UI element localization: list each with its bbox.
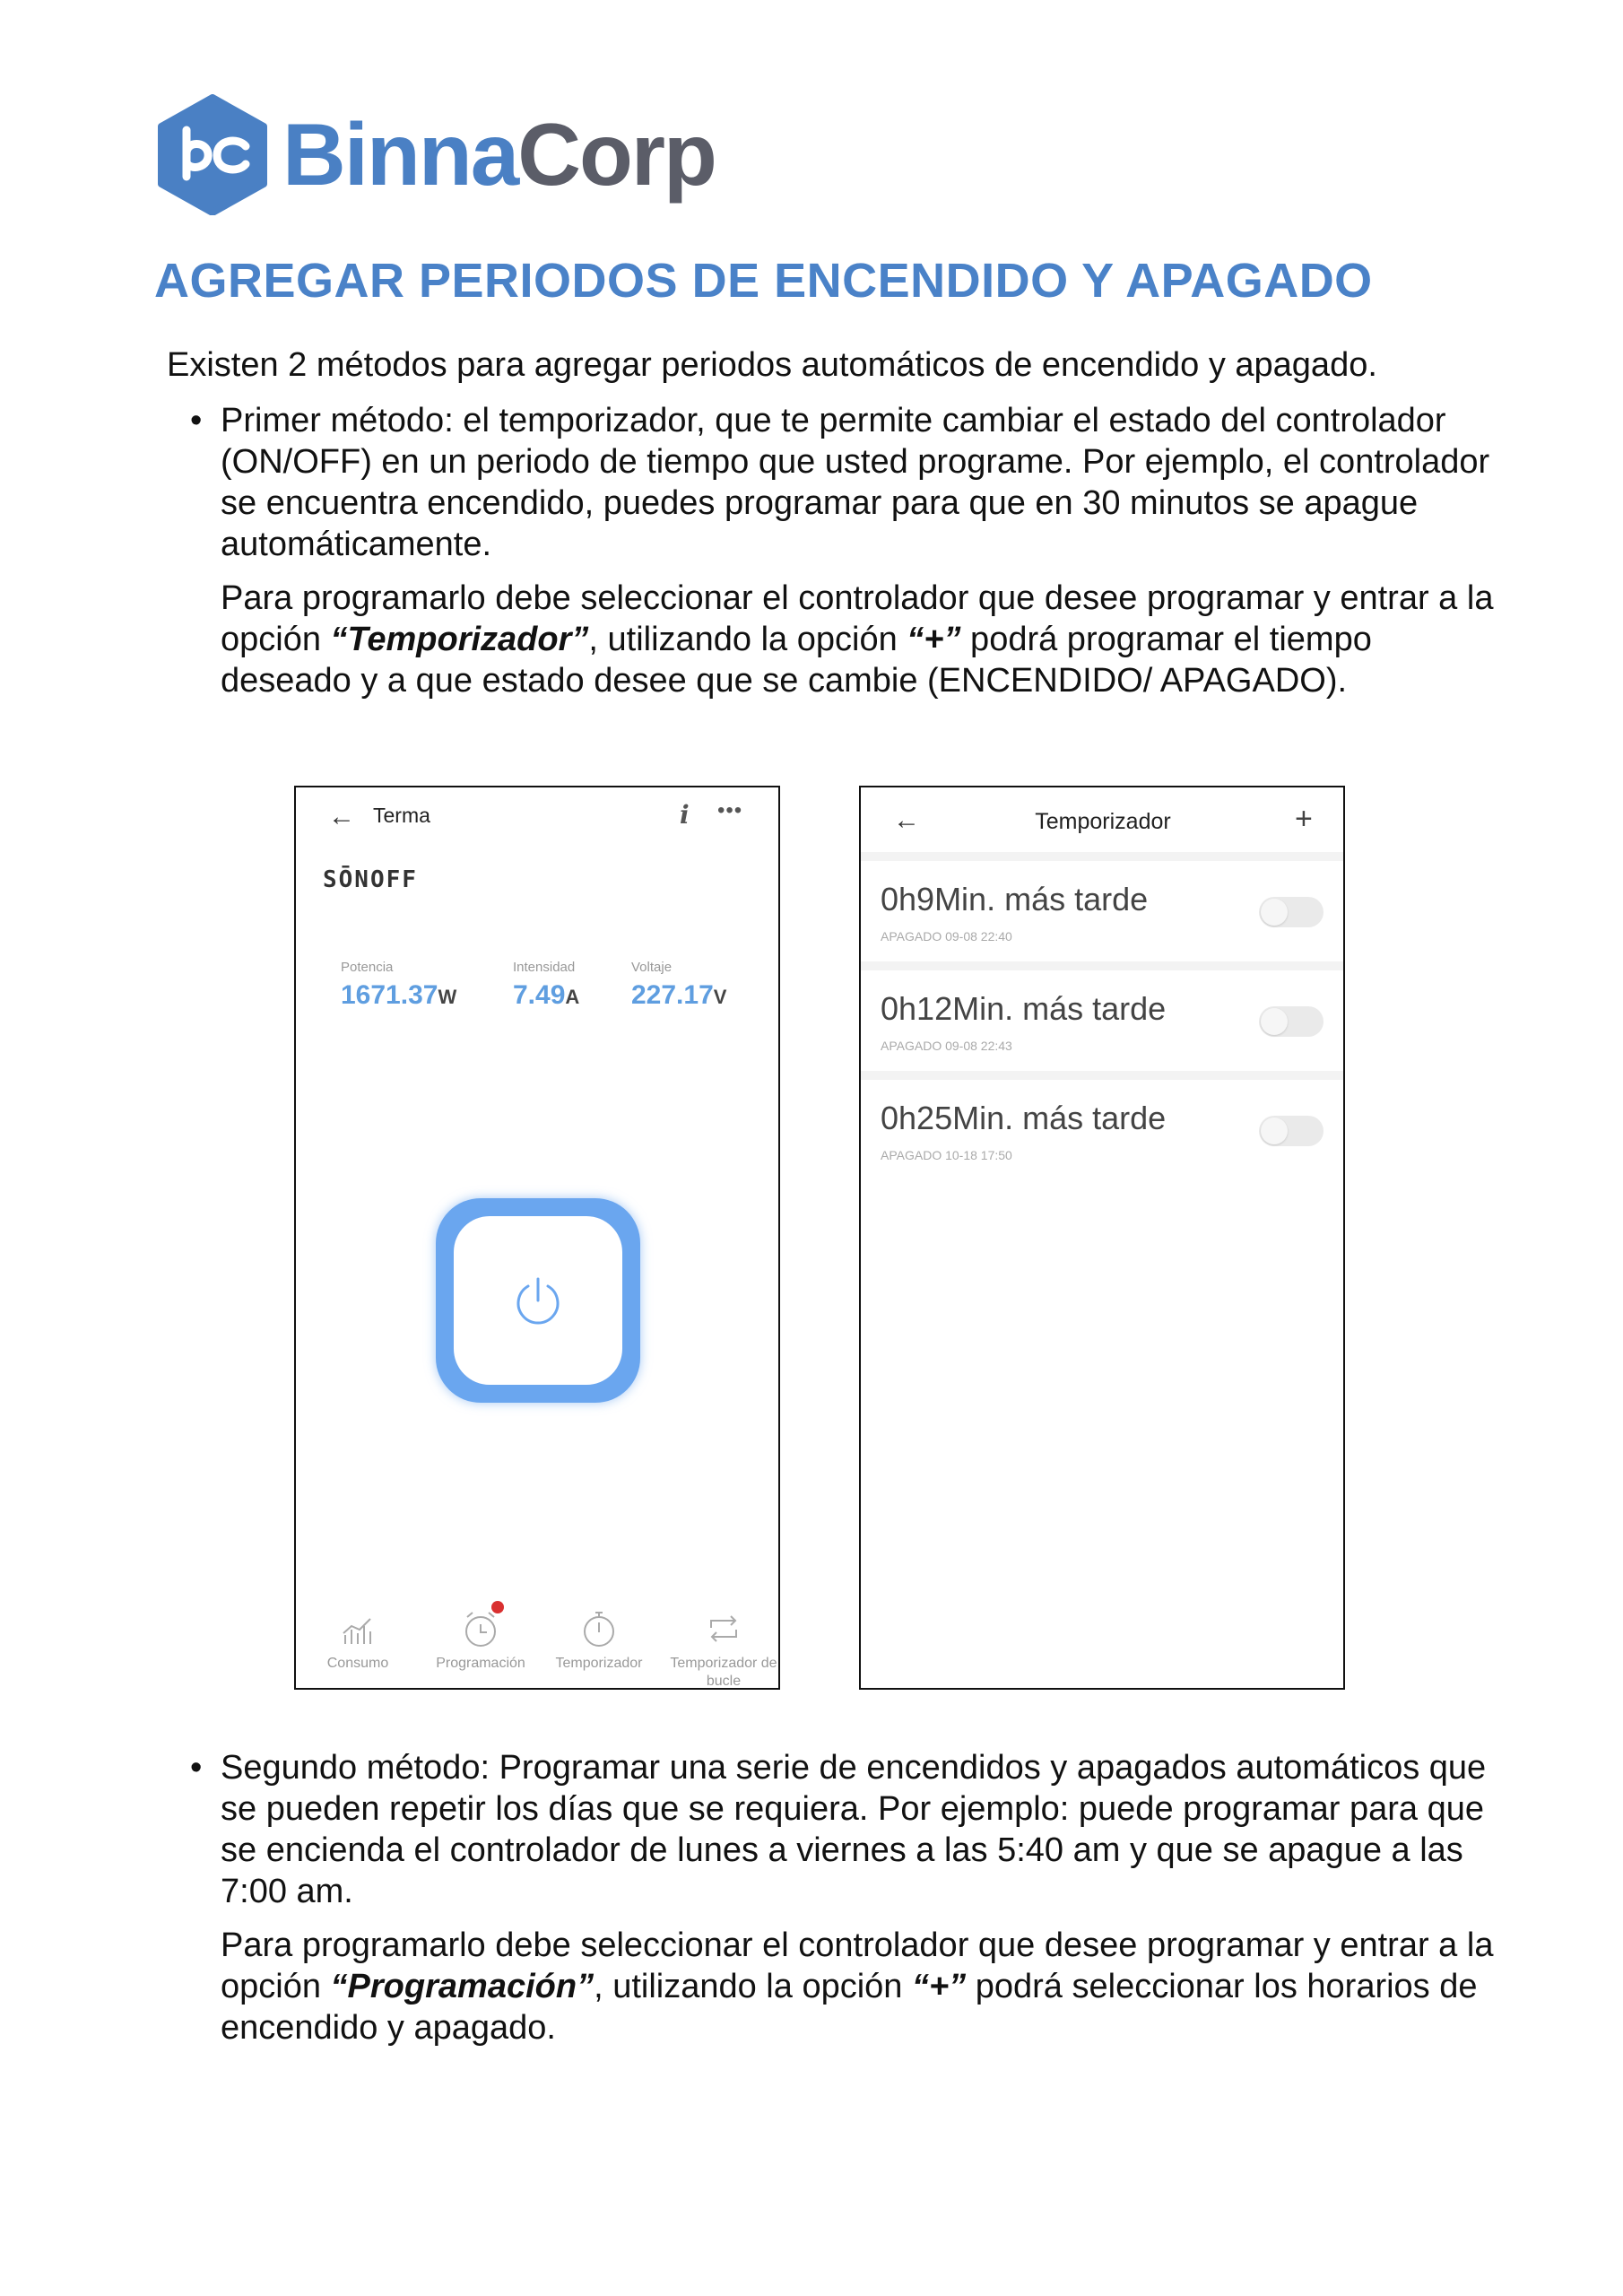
metric-value [341, 980, 456, 1011]
chart-icon [336, 1608, 379, 1649]
power-icon [511, 1274, 565, 1327]
method1-instructions [221, 578, 1494, 701]
metric-unit: W [438, 986, 457, 1008]
bullet-method-1: • [190, 402, 203, 439]
timer-subtitle: APAGADO 10-18 17:50 [881, 1148, 1012, 1162]
bullet-method-2: • [190, 1749, 203, 1787]
tab-label: Programación [436, 1656, 525, 1671]
instr-part: Para programarlo debe seleccionar el controlador que desee programar y entrar a la opción [221, 1926, 1494, 2005]
timer-title: 0h12Min. más tarde [881, 990, 1167, 1027]
timer-row[interactable] [861, 961, 1345, 1062]
brand-name-part2: Corp [517, 105, 716, 204]
instr-part: podrá seleccionar los horarios de encendido y apagado. [221, 1968, 1478, 2047]
stopwatch-icon [577, 1608, 621, 1649]
device-screen-screenshot [294, 786, 780, 1690]
tab-label: Temporizador de bucle [670, 1656, 777, 1689]
metric-unit: V [713, 986, 727, 1008]
metric-potencia [341, 960, 456, 1011]
method2-text: Segundo método: Programar una serie de encendidos y apagados automáticos que se pueden repetir los días que se requiera. Por ejemplo: puede programar para que se encienda el controlador de lunes a viernes a las 5:40 am y que se apague a las 7:00 am. [221, 1749, 1487, 1910]
metric-intensidad [513, 960, 579, 1011]
sonoff-logo: SŌNOFF [323, 866, 418, 893]
instr-part: podrá programar el tiempo deseado y a que estado desee que se cambie (ENCENDIDO/ APAGADO). [221, 621, 1372, 700]
timer-title: 0h9Min. más tarde [881, 881, 1149, 918]
page-title: AGREGAR PERIODOS DE ENCENDIDO Y APAGADO [154, 254, 1373, 308]
instr-part: Para programarlo debe seleccionar el controlador que desee programar y entrar a la opción [221, 579, 1494, 658]
metric-number: 227.17 [631, 980, 714, 1010]
binnacorp-logo-icon [152, 94, 273, 215]
timer-toggle[interactable] [1259, 1116, 1324, 1146]
timer-toggle[interactable] [1259, 897, 1324, 927]
tab-label: Temporizador [555, 1656, 643, 1671]
back-arrow-icon[interactable]: ← [893, 805, 920, 835]
back-arrow-icon[interactable]: ← [328, 802, 355, 831]
device-title: Terma [373, 804, 430, 827]
timer-row[interactable] [861, 852, 1345, 952]
plus-option-label: “+” [911, 1968, 967, 2005]
method1-text: Primer método: el temporizador, que te permite cambiar el estado del controlador (ON/OFF) en un periodo de tiempo que usted programe. Por ejemplo, el controlador se encuentra encendido, puedes programar para que en 30 minutos se apague automáticamente. [221, 402, 1490, 563]
brand-name-part1: Binna [282, 105, 518, 204]
timer-toggle[interactable] [1259, 1006, 1324, 1037]
add-timer-button[interactable]: + [1295, 802, 1313, 836]
info-icon[interactable]: i [680, 800, 690, 830]
tab-temporizador[interactable] [540, 1608, 658, 1673]
metric-label: Voltaje [631, 960, 673, 975]
timer-subtitle: APAGADO 09-08 22:40 [881, 929, 1012, 944]
timer-row[interactable] [861, 1071, 1345, 1171]
instr-part: , utilizando la opción [588, 621, 907, 658]
temporizador-option-label: “Temporizador” [330, 621, 589, 658]
metric-label: Intensidad [513, 960, 576, 975]
power-button[interactable] [436, 1198, 640, 1403]
tab-temporizador-bucle[interactable] [658, 1608, 780, 1690]
metric-number: 1671.37 [341, 980, 438, 1010]
brand-name [282, 105, 716, 204]
metric-number: 7.49 [513, 980, 566, 1010]
more-options-icon[interactable]: ••• [717, 798, 743, 822]
metric-value [631, 980, 726, 1011]
timer-screen-title: Temporizador [1035, 809, 1171, 834]
metric-voltaje [631, 960, 726, 1011]
timer-screen-screenshot [859, 786, 1345, 1690]
metric-value [513, 980, 579, 1011]
plus-option-label: “+” [907, 621, 961, 658]
brand-logo [152, 94, 716, 220]
timer-subtitle: APAGADO 09-08 22:43 [881, 1039, 1012, 1053]
tab-consumo[interactable] [308, 1608, 407, 1673]
metric-unit: A [565, 986, 580, 1008]
notification-badge [491, 1601, 504, 1613]
instr-part: , utilizando la opción [594, 1968, 912, 2005]
tab-programacion[interactable] [421, 1608, 540, 1673]
alarm-clock-icon [459, 1608, 502, 1649]
metric-label: Potencia [341, 960, 394, 975]
loop-icon [702, 1608, 745, 1649]
power-button-face[interactable] [454, 1216, 622, 1385]
intro-text: Existen 2 métodos para agregar periodos automáticos de encendido y apagado. [167, 346, 1377, 384]
programacion-option-label: “Programación” [330, 1968, 595, 2005]
timer-title: 0h25Min. más tarde [881, 1100, 1167, 1136]
tab-label: Consumo [326, 1656, 389, 1671]
method2-instructions [221, 1925, 1494, 2048]
